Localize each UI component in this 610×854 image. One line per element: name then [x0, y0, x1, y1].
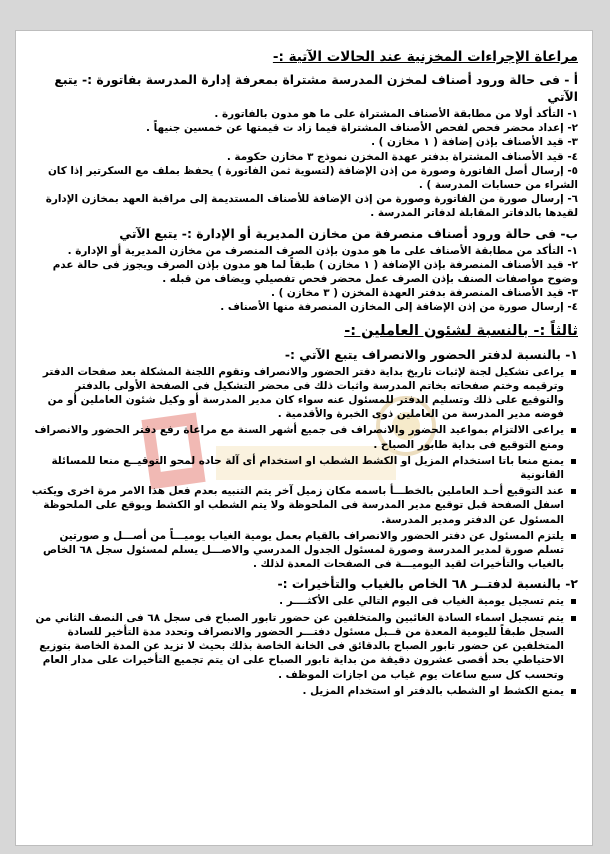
section-a-item: ٣- قيد الأصناف بإذن إضافة ( ١ مخازن ) .	[371, 136, 578, 149]
attendance-book-heading: ١- بالنسبة لدفتر الحضور والانصراف يتبع الآتي :-	[284, 346, 578, 362]
register-68-bullet: يمنع الكشط او الشطب بالدفتر او استخدام المزيل .	[30, 684, 578, 698]
section-3-heading: ثالثاً :- بالنسبة لشئون العاملين :-	[344, 322, 578, 339]
attendance-bullet: عند التوقيع أحـد العاملين بالخطـــأ باسمه مكان زميل آخر يتم التنبيه بعدم فعل هذا الامر مرة اخرى ويكتب اسفل الصفحة قبل توقيع مدير المدرسة فى الملحوظة ولا يتم الشطب او الكشط ويوقع على الملحوظة المسئول عن الدفتر ومدير المدرسة.	[30, 484, 578, 527]
section-a-heading: أ - فى حالة ورود أصناف لمخزن المدرسة مشتراة بمعرفة إدارة المدرسة بفاتورة :- يتبع الآتي	[54, 72, 578, 104]
section-b-item: ٤- إرسال صورة من إذن الإضافة إلى المخازن المنصرفة منها الأصناف .	[220, 301, 578, 314]
section-b-item: ١- التأكد من مطابقة الأصناف على ما هو مدون بإذن الصرف المنصرف من مخازن المديرية أو الإدارة .	[67, 244, 578, 257]
attendance-bullet: يراعى الالتزام بمواعيد الحضور والانصراف فى جميع أشهر السنة مع مراعاة رفع دفتر الحضور والانصراف ومنع التوقيع فى بداية طابور الصباح .	[30, 423, 578, 451]
section-b-item: ٣- قيد الأصناف المنصرفة بدفتر العهدة المخزن ( ٣ مخازن ) .	[271, 287, 578, 300]
section-a-item: ٥- إرسال أصل الفاتورة وصورة من إذن الإضافة (لتسوية ثمن الفاتورة ) يحفظ بملف مع السكرتير إذا كان الشراء من حسابات المدرسة ) .	[47, 164, 578, 192]
attendance-bullet: يراعى تشكيل لجنة لإثبات تاريخ بداية دفتر الحضور والانصراف وتقوم اللجنة المشكلة بعد صفحات الدفتر وترقيمه وختم صفحاته بخاتم المدرسة واثبات ذلك فى محضر التشكيل فى الصفحة الأولى بالدفتر والتوقيع على ذلك وتسليم الدفتر للمسئول عنه سواء كان مدير المدرسة أو وكيل شئون العاملين أو من فوضه مدير المدرسة من العاملين ذوى الخبرة والأقدمية .	[30, 365, 578, 422]
register-68-heading: ٢- بالنسبة لدفتــر ٦٨ الخاص بالغياب والتأخيرات :-	[277, 576, 578, 592]
section-a-item: ٤- قيد الأصناف المشتراة بدفتر عهدة المخزن نموذج ٣ مخازن حكومة .	[226, 150, 578, 163]
document-title: مراعاة الإجراءات المخزنية عند الحالات الآتية :-	[272, 49, 578, 65]
section-a-item: ٢- إعداد محضر فحص لفحص الأصناف المشتراة فيما زاد ت قيمتها عن خمسين جنيهاً .	[146, 122, 578, 135]
section-b-heading: ب- فى حالة ورود أصناف منصرفة من مخازن المديرية أو الإدارة :- يتبع الآتي	[119, 225, 578, 241]
attendance-bullet: يمنع منعا باتا استخدام المزيل او الكشط الشطب او استخدام أى آلة حاده لمحو التوقيــع منعا للمسائلة القانونية	[30, 454, 578, 482]
section-a-item: ٦- إرسال صورة من الفاتورة وصورة من إذن الإضافة للأصناف المستديمة إلى مراقبة العهد بمخازن الإدارة لقيدها بالدفاتر المقابلة لدفاتر المدرسة .	[45, 193, 578, 220]
register-68-bullet: يتم تسجيل يومية الغياب فى اليوم التالي على الأكثــــر .	[30, 594, 578, 608]
section-b-item: ٢- قيد الأصناف المنصرفة بإذن الإضافة ( ١ مخازن ) طبقاً لما هو مدون بإذن الصرف ويجوز فى حالة عدم وضوح مواصفات الصنف بإذن الصرف عمل محضر فحص تفصيلي ويضاف من قبله .	[52, 258, 578, 286]
attendance-bullet: يلتزم المسئول عن دفتر الحضور والانصراف بالقيام بعمل يومية الغياب يوميـــاً من أصـــل و صورتين تسلم صورة لمدير المدرسة وصورة لمسئول الجدول المدرسي والاصـــل يسلم لمسئول سجل ٦٨ الخاص بالغياب والتأخيرات لقيد اليوميـــة فى الصفحات المعدة لذلك .	[30, 529, 578, 572]
register-68-bullet: يتم تسجيل اسماء السادة الغائبين والمتخلفين عن حضور تابور الصباح فى سجل ٦٨ فى النصف الثاني من السجل طبقاً لليومية المعدة من قــبل مسئول دفتـــر الحضور والانصراف وتحدد مدة التأخير للسادة المتخلفين عن حضور تابور الصباح بالدقائق فى الخانة الخاصة بذلك بحيث لا تزيد عن المدة الخاصة بتوزيع الاحتياطي بحد أقصى عشرون دقيقة من بداية تابور الصباح على ان يتم تجميع التأخيرات على مدار العام وتحسب كل سبع ساعات يوم غياب من اجازات الموظف .	[30, 611, 578, 682]
section-a-item: ١- التأكد أولا من مطابقة الأصناف المشتراة على ما هو مدون بالفاتورة .	[214, 108, 578, 120]
document-page	[15, 30, 593, 846]
